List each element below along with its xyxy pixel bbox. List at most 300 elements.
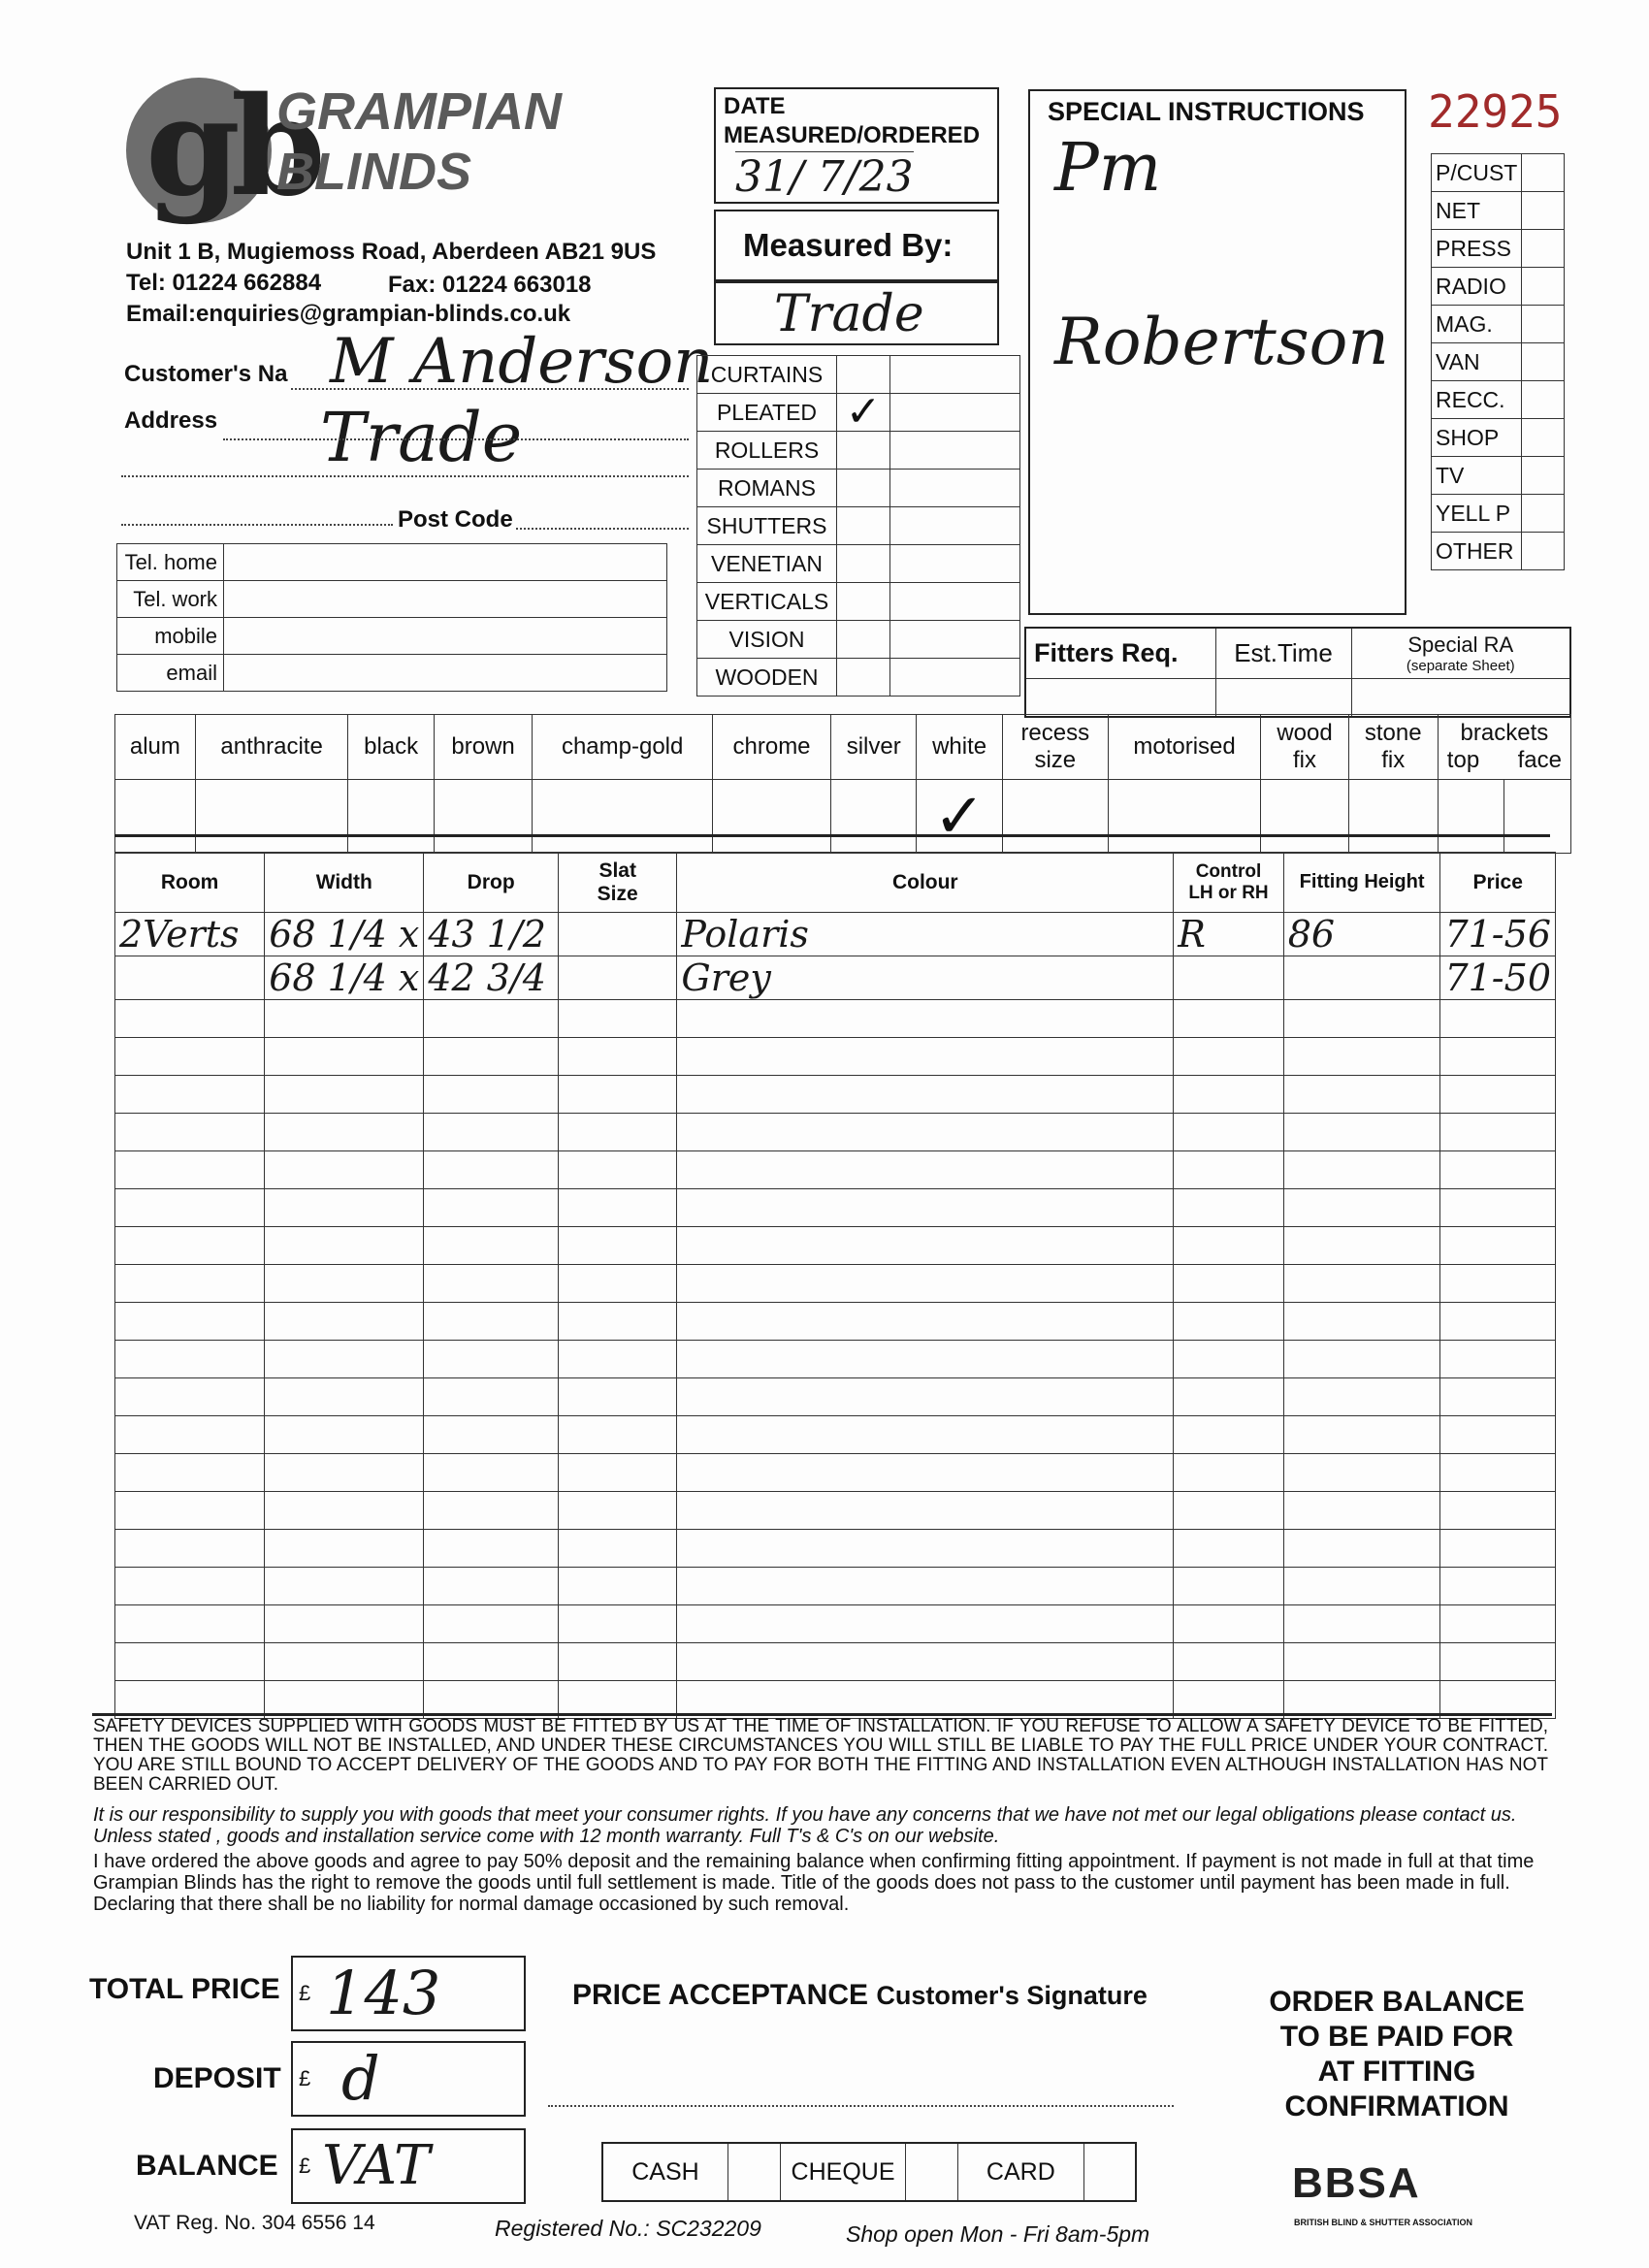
deposit-label: DEPOSIT bbox=[153, 2062, 281, 2094]
option-stone-fix-value bbox=[1348, 780, 1438, 854]
col-room: Room bbox=[115, 853, 265, 913]
order-drop[interactable] bbox=[424, 1378, 559, 1416]
order-drop[interactable] bbox=[424, 1341, 559, 1378]
source-checkbox[interactable] bbox=[1522, 306, 1565, 343]
order-width[interactable] bbox=[265, 1341, 424, 1378]
order-drop[interactable] bbox=[424, 1000, 559, 1038]
option-stone-fix: stone fix bbox=[1348, 715, 1438, 780]
product-type-checkbox[interactable] bbox=[837, 507, 890, 545]
col-colour: Colour bbox=[677, 853, 1174, 913]
order-fitting[interactable] bbox=[1283, 1151, 1440, 1189]
product-type-notes bbox=[890, 470, 1020, 507]
order-slat[interactable] bbox=[559, 1265, 677, 1303]
order-row bbox=[115, 1530, 1556, 1568]
colour-silver-checkbox[interactable] bbox=[831, 780, 917, 854]
contact-label: Tel. work bbox=[117, 581, 224, 618]
total-price-box bbox=[291, 1956, 526, 2031]
order-width[interactable] bbox=[265, 1038, 424, 1076]
customer-address-label: Address bbox=[124, 407, 218, 434]
balance-box bbox=[291, 2128, 526, 2204]
order-control[interactable] bbox=[1174, 1151, 1284, 1189]
order-width[interactable]: 68 1/4 x bbox=[265, 913, 424, 956]
order-slat[interactable] bbox=[559, 1151, 677, 1189]
order-colour[interactable] bbox=[677, 1492, 1174, 1530]
order-slat[interactable] bbox=[559, 1416, 677, 1454]
company-name-line1: GRAMPIAN bbox=[276, 82, 562, 141]
order-slat[interactable] bbox=[559, 1114, 677, 1151]
contact-row bbox=[117, 618, 667, 655]
order-control[interactable] bbox=[1174, 1303, 1284, 1341]
order-room[interactable] bbox=[115, 1492, 265, 1530]
payment-card-checkbox[interactable] bbox=[1083, 2143, 1136, 2201]
payment-cheque-checkbox[interactable] bbox=[906, 2143, 958, 2201]
customer-address-value: Trade bbox=[320, 398, 523, 477]
order-drop[interactable] bbox=[424, 1454, 559, 1492]
order-width[interactable] bbox=[265, 1000, 424, 1038]
fitters-req-value bbox=[1025, 678, 1215, 717]
product-type-row bbox=[697, 470, 1020, 507]
colour-chrome-checkbox[interactable] bbox=[713, 780, 831, 854]
order-control[interactable] bbox=[1174, 1000, 1284, 1038]
order-room[interactable] bbox=[115, 1530, 265, 1568]
source-checkbox[interactable] bbox=[1522, 381, 1565, 419]
order-fitting[interactable] bbox=[1283, 1643, 1440, 1681]
order-control[interactable] bbox=[1174, 1568, 1284, 1605]
product-type-label: ROMANS bbox=[697, 470, 837, 507]
col-drop: Drop bbox=[424, 853, 559, 913]
order-control[interactable] bbox=[1174, 1643, 1284, 1681]
order-width[interactable] bbox=[265, 1492, 424, 1530]
order-balance-line: ORDER BALANCE bbox=[1269, 1986, 1525, 2018]
order-row bbox=[115, 1227, 1556, 1265]
order-slat[interactable] bbox=[559, 1000, 677, 1038]
product-type-checkbox[interactable] bbox=[837, 432, 890, 470]
special-instructions-line2: Robertson bbox=[1054, 305, 1389, 379]
order-width[interactable] bbox=[265, 1076, 424, 1114]
source-label: PRESS bbox=[1432, 230, 1522, 268]
order-drop[interactable] bbox=[424, 1076, 559, 1114]
order-width[interactable] bbox=[265, 1114, 424, 1151]
order-colour[interactable] bbox=[677, 1189, 1174, 1227]
company-address: Unit 1 B, Mugiemoss Road, Aberdeen AB21 9US bbox=[126, 239, 657, 265]
product-type-notes bbox=[890, 432, 1020, 470]
order-row bbox=[115, 1492, 1556, 1530]
source-checkbox[interactable] bbox=[1522, 154, 1565, 192]
source-checkbox[interactable] bbox=[1522, 230, 1565, 268]
order-room[interactable] bbox=[115, 956, 265, 1000]
order-row bbox=[115, 1341, 1556, 1378]
order-fitting[interactable]: 86 bbox=[1283, 913, 1440, 956]
contact-value[interactable] bbox=[224, 544, 667, 581]
product-type-row bbox=[697, 507, 1020, 545]
order-room[interactable] bbox=[115, 1416, 265, 1454]
contact-label: mobile bbox=[117, 618, 224, 655]
shop-hours: Shop open Mon - Fri 8am-5pm bbox=[846, 2221, 1150, 2247]
order-colour[interactable] bbox=[677, 1378, 1174, 1416]
order-drop[interactable] bbox=[424, 1568, 559, 1605]
order-control[interactable] bbox=[1174, 1341, 1284, 1378]
order-width[interactable] bbox=[265, 1530, 424, 1568]
order-slat[interactable] bbox=[559, 1492, 677, 1530]
order-colour[interactable] bbox=[677, 1000, 1174, 1038]
order-room[interactable] bbox=[115, 1038, 265, 1076]
source-label: RECC. bbox=[1432, 381, 1522, 419]
source-label: YELL P bbox=[1432, 495, 1522, 533]
order-drop[interactable] bbox=[424, 1038, 559, 1076]
order-price[interactable] bbox=[1440, 1227, 1556, 1265]
order-drop[interactable] bbox=[424, 1303, 559, 1341]
order-control[interactable] bbox=[1174, 1227, 1284, 1265]
order-slat[interactable] bbox=[559, 1341, 677, 1378]
source-checkbox[interactable] bbox=[1522, 457, 1565, 495]
order-width[interactable] bbox=[265, 1265, 424, 1303]
order-drop[interactable]: 42 3/4 bbox=[424, 956, 559, 1000]
order-control[interactable] bbox=[1174, 1038, 1284, 1076]
order-control[interactable] bbox=[1174, 1416, 1284, 1454]
order-price[interactable] bbox=[1440, 1038, 1556, 1076]
order-fitting[interactable] bbox=[1283, 956, 1440, 1000]
option-brackets-face-value bbox=[1504, 780, 1571, 854]
contact-row bbox=[117, 581, 667, 618]
order-colour[interactable] bbox=[677, 1265, 1174, 1303]
colour-champ-gold-checkbox[interactable] bbox=[533, 780, 713, 854]
order-fitting[interactable] bbox=[1283, 1265, 1440, 1303]
option-wood-fix-value bbox=[1261, 780, 1348, 854]
order-fitting[interactable] bbox=[1283, 1568, 1440, 1605]
source-checkbox[interactable] bbox=[1522, 343, 1565, 381]
order-row bbox=[115, 1643, 1556, 1681]
order-balance-line: TO BE PAID FOR bbox=[1279, 2021, 1514, 2053]
product-type-checkbox[interactable] bbox=[837, 470, 890, 507]
address-line-1 bbox=[223, 438, 689, 440]
order-drop[interactable] bbox=[424, 1227, 559, 1265]
fitters-req-label: Fitters Req. bbox=[1025, 628, 1215, 678]
source-checkbox[interactable] bbox=[1522, 495, 1565, 533]
deposit-value: d bbox=[341, 2043, 380, 2114]
deposit-currency: £ bbox=[299, 2066, 311, 2090]
order-fitting[interactable] bbox=[1283, 1189, 1440, 1227]
registered-number: Registered No.: SC232209 bbox=[495, 2216, 761, 2241]
source-row bbox=[1432, 230, 1565, 268]
order-drop[interactable] bbox=[424, 1492, 559, 1530]
order-price[interactable] bbox=[1440, 1265, 1556, 1303]
company-tel: Tel: 01224 662884 bbox=[126, 270, 322, 296]
order-width[interactable]: 68 1/4 x bbox=[265, 956, 424, 1000]
source-checkbox[interactable] bbox=[1522, 419, 1565, 457]
order-control[interactable] bbox=[1174, 956, 1284, 1000]
product-type-notes bbox=[890, 659, 1020, 697]
order-drop[interactable] bbox=[424, 1114, 559, 1151]
order-price[interactable]: 71-50 bbox=[1440, 956, 1556, 1000]
terms-deposit: I have ordered the above goods and agree to pay 50% deposit and the remaining balance when confirming fitting appointment. If payment is not made in full at that time Grampian Blinds has the right to remove the goods until full settlement is made. Title of the goods does not pass to the customer until payment has been made in full. Declaring that there shall be no liability for normal damage occasioned by such removal. bbox=[93, 1851, 1535, 1915]
order-control[interactable] bbox=[1174, 1378, 1284, 1416]
order-control[interactable] bbox=[1174, 1605, 1284, 1643]
bbsa-logo: BBSA bbox=[1292, 2159, 1421, 2207]
company-logo-letters: gb bbox=[146, 68, 316, 227]
date-value: 31/ 7/23 bbox=[735, 152, 914, 202]
contact-value[interactable] bbox=[224, 655, 667, 692]
order-control[interactable] bbox=[1174, 1492, 1284, 1530]
source-checkbox[interactable] bbox=[1522, 192, 1565, 230]
order-fitting[interactable] bbox=[1283, 1076, 1440, 1114]
order-price[interactable] bbox=[1440, 1568, 1556, 1605]
colour-black-checkbox[interactable] bbox=[348, 780, 434, 854]
order-price[interactable] bbox=[1440, 1151, 1556, 1189]
order-row bbox=[115, 913, 1556, 956]
order-width[interactable] bbox=[265, 1454, 424, 1492]
order-room[interactable] bbox=[115, 1643, 265, 1681]
order-room[interactable] bbox=[115, 1000, 265, 1038]
order-price[interactable] bbox=[1440, 1341, 1556, 1378]
order-price[interactable] bbox=[1440, 1605, 1556, 1643]
order-colour[interactable] bbox=[677, 1416, 1174, 1454]
order-room[interactable] bbox=[115, 1265, 265, 1303]
order-control[interactable] bbox=[1174, 1530, 1284, 1568]
balance-label: BALANCE bbox=[136, 2150, 278, 2182]
order-fitting[interactable] bbox=[1283, 1114, 1440, 1151]
order-slat[interactable] bbox=[559, 1454, 677, 1492]
order-fitting[interactable] bbox=[1283, 1341, 1440, 1378]
order-room[interactable] bbox=[115, 1114, 265, 1151]
signature-line[interactable] bbox=[548, 2105, 1174, 2107]
source-row bbox=[1432, 381, 1565, 419]
source-row bbox=[1432, 495, 1565, 533]
date-box bbox=[714, 87, 999, 204]
contact-value[interactable] bbox=[224, 618, 667, 655]
order-colour[interactable] bbox=[677, 1341, 1174, 1378]
order-fitting[interactable] bbox=[1283, 1605, 1440, 1643]
option-wood-fix: wood fix bbox=[1261, 715, 1348, 780]
order-room[interactable] bbox=[115, 1151, 265, 1189]
order-control[interactable] bbox=[1174, 1265, 1284, 1303]
order-price[interactable] bbox=[1440, 1643, 1556, 1681]
total-price-value: 143 bbox=[326, 1958, 441, 2028]
date-label-1: DATE bbox=[724, 93, 786, 119]
order-slat[interactable] bbox=[559, 1303, 677, 1341]
order-row bbox=[115, 1265, 1556, 1303]
order-control[interactable] bbox=[1174, 1189, 1284, 1227]
colour-anthracite-checkbox[interactable] bbox=[195, 780, 348, 854]
order-width[interactable] bbox=[265, 1568, 424, 1605]
special-ra-title: Special RA bbox=[1407, 632, 1514, 657]
order-row bbox=[115, 1454, 1556, 1492]
option-brackets-top: top bbox=[1446, 747, 1480, 773]
est-time-value bbox=[1215, 678, 1351, 717]
special-ra-label bbox=[1351, 628, 1570, 678]
product-type-label: VENETIAN bbox=[697, 545, 837, 583]
order-fitting[interactable] bbox=[1283, 1227, 1440, 1265]
order-width[interactable] bbox=[265, 1189, 424, 1227]
contact-label: Tel. home bbox=[117, 544, 224, 581]
product-type-checkbox[interactable]: ✓ bbox=[837, 394, 890, 432]
order-drop[interactable] bbox=[424, 1643, 559, 1681]
col-price: Price bbox=[1440, 853, 1556, 913]
contact-value[interactable] bbox=[224, 581, 667, 618]
order-room[interactable] bbox=[115, 1189, 265, 1227]
order-room[interactable] bbox=[115, 1227, 265, 1265]
order-price[interactable] bbox=[1440, 1303, 1556, 1341]
vat-number: VAT Reg. No. 304 6556 14 bbox=[134, 2212, 375, 2234]
order-price[interactable] bbox=[1440, 1530, 1556, 1568]
order-slat[interactable] bbox=[559, 1076, 677, 1114]
source-row bbox=[1432, 419, 1565, 457]
order-colour[interactable]: Polaris bbox=[677, 913, 1174, 956]
order-slat[interactable] bbox=[559, 1227, 677, 1265]
measured-by-box bbox=[714, 210, 999, 281]
product-type-checkbox[interactable] bbox=[837, 621, 890, 659]
colour-alum-checkbox[interactable] bbox=[115, 780, 196, 854]
order-price[interactable] bbox=[1440, 1492, 1556, 1530]
deposit-box bbox=[291, 2041, 526, 2117]
contact-row bbox=[117, 655, 667, 692]
postcode-line bbox=[516, 528, 689, 530]
order-slat[interactable] bbox=[559, 1530, 677, 1568]
source-checkbox[interactable] bbox=[1522, 268, 1565, 306]
source-row bbox=[1432, 154, 1565, 192]
payment-methods-table bbox=[601, 2142, 1137, 2202]
order-drop[interactable] bbox=[424, 1151, 559, 1189]
colour-white-checkbox[interactable]: ✓ bbox=[917, 780, 1002, 854]
order-room[interactable] bbox=[115, 1341, 265, 1378]
colour-black: black bbox=[348, 715, 434, 780]
source-label: TV bbox=[1432, 457, 1522, 495]
order-room[interactable]: 2Verts bbox=[115, 913, 265, 956]
product-type-row bbox=[697, 545, 1020, 583]
order-colour[interactable] bbox=[677, 1605, 1174, 1643]
order-price[interactable] bbox=[1440, 1454, 1556, 1492]
order-price[interactable] bbox=[1440, 1114, 1556, 1151]
order-drop[interactable] bbox=[424, 1189, 559, 1227]
order-room[interactable] bbox=[115, 1076, 265, 1114]
product-type-checkbox[interactable] bbox=[837, 583, 890, 621]
order-colour[interactable] bbox=[677, 1038, 1174, 1076]
order-slat[interactable] bbox=[559, 956, 677, 1000]
contact-label: email bbox=[117, 655, 224, 692]
balance-value: VAT bbox=[322, 2134, 431, 2197]
product-type-label: ROLLERS bbox=[697, 432, 837, 470]
order-row bbox=[115, 1114, 1556, 1151]
order-price[interactable] bbox=[1440, 1416, 1556, 1454]
order-drop[interactable] bbox=[424, 1530, 559, 1568]
order-colour[interactable] bbox=[677, 1227, 1174, 1265]
order-slat[interactable] bbox=[559, 913, 677, 956]
order-control[interactable]: R bbox=[1174, 913, 1284, 956]
source-row bbox=[1432, 457, 1565, 495]
payment-cash-checkbox[interactable] bbox=[728, 2143, 780, 2201]
order-control[interactable] bbox=[1174, 1076, 1284, 1114]
order-drop[interactable] bbox=[424, 1605, 559, 1643]
order-width[interactable] bbox=[265, 1227, 424, 1265]
order-slat[interactable] bbox=[559, 1568, 677, 1605]
order-colour[interactable] bbox=[677, 1568, 1174, 1605]
special-instructions-line1: Pm bbox=[1054, 130, 1162, 207]
order-colour[interactable] bbox=[677, 1114, 1174, 1151]
product-type-row bbox=[697, 583, 1020, 621]
product-type-checkbox[interactable] bbox=[837, 545, 890, 583]
product-type-checkbox[interactable] bbox=[837, 659, 890, 697]
order-balance-notice bbox=[1232, 1985, 1562, 2124]
source-checkbox[interactable] bbox=[1522, 533, 1565, 570]
special-ra-value bbox=[1351, 678, 1570, 717]
order-slat[interactable] bbox=[559, 1038, 677, 1076]
order-room[interactable] bbox=[115, 1303, 265, 1341]
order-width[interactable] bbox=[265, 1378, 424, 1416]
payment-card-label: CARD bbox=[958, 2143, 1083, 2201]
order-colour[interactable] bbox=[677, 1303, 1174, 1341]
order-fitting[interactable] bbox=[1283, 1303, 1440, 1341]
col-fitting: Fitting Height bbox=[1283, 853, 1440, 913]
customer-name-value: M Anderson bbox=[330, 326, 714, 398]
fitters-table bbox=[1024, 627, 1571, 718]
source-label: P/CUST bbox=[1432, 154, 1522, 192]
order-width[interactable] bbox=[265, 1303, 424, 1341]
order-drop[interactable]: 43 1/2 bbox=[424, 913, 559, 956]
order-colour[interactable] bbox=[677, 1151, 1174, 1189]
order-price[interactable] bbox=[1440, 1378, 1556, 1416]
order-drop[interactable] bbox=[424, 1265, 559, 1303]
order-slat[interactable] bbox=[559, 1643, 677, 1681]
order-price[interactable] bbox=[1440, 1076, 1556, 1114]
order-control[interactable] bbox=[1174, 1454, 1284, 1492]
order-price[interactable] bbox=[1440, 1000, 1556, 1038]
order-control[interactable] bbox=[1174, 1114, 1284, 1151]
order-room[interactable] bbox=[115, 1605, 265, 1643]
order-fitting[interactable] bbox=[1283, 1416, 1440, 1454]
order-width[interactable] bbox=[265, 1151, 424, 1189]
order-row bbox=[115, 956, 1556, 1000]
order-colour[interactable] bbox=[677, 1454, 1174, 1492]
order-colour[interactable]: Grey bbox=[677, 956, 1174, 1000]
order-price[interactable] bbox=[1440, 1189, 1556, 1227]
order-colour[interactable] bbox=[677, 1643, 1174, 1681]
special-ra-sub: (separate Sheet) bbox=[1406, 657, 1515, 674]
order-colour[interactable] bbox=[677, 1076, 1174, 1114]
bbsa-subtitle: BRITISH BLIND & SHUTTER ASSOCIATION bbox=[1294, 2218, 1472, 2227]
order-price[interactable]: 71-56 bbox=[1440, 913, 1556, 956]
order-fitting[interactable] bbox=[1283, 1000, 1440, 1038]
company-email: Email:enquiries@grampian-blinds.co.uk bbox=[126, 301, 571, 327]
colour-brown-checkbox[interactable] bbox=[434, 780, 533, 854]
order-fitting[interactable] bbox=[1283, 1454, 1440, 1492]
order-width[interactable] bbox=[265, 1605, 424, 1643]
product-type-table bbox=[696, 355, 1020, 697]
date-label-2: MEASURED/ORDERED bbox=[724, 122, 981, 148]
option-motorised-value bbox=[1108, 780, 1261, 854]
order-fitting[interactable] bbox=[1283, 1492, 1440, 1530]
source-row bbox=[1432, 268, 1565, 306]
order-slat[interactable] bbox=[559, 1605, 677, 1643]
order-slat[interactable] bbox=[559, 1189, 677, 1227]
order-room[interactable] bbox=[115, 1454, 265, 1492]
order-fitting[interactable] bbox=[1283, 1378, 1440, 1416]
order-width[interactable] bbox=[265, 1643, 424, 1681]
order-width[interactable] bbox=[265, 1416, 424, 1454]
order-colour[interactable] bbox=[677, 1530, 1174, 1568]
orders-top-rule bbox=[114, 834, 1550, 837]
product-type-row bbox=[697, 621, 1020, 659]
order-row bbox=[115, 1568, 1556, 1605]
order-fitting[interactable] bbox=[1283, 1038, 1440, 1076]
source-label: OTHER bbox=[1432, 533, 1522, 570]
order-drop[interactable] bbox=[424, 1416, 559, 1454]
order-slat[interactable] bbox=[559, 1378, 677, 1416]
order-fitting[interactable] bbox=[1283, 1530, 1440, 1568]
product-type-notes bbox=[890, 356, 1020, 394]
order-room[interactable] bbox=[115, 1568, 265, 1605]
order-row bbox=[115, 1416, 1556, 1454]
order-room[interactable] bbox=[115, 1378, 265, 1416]
order-number: 22925 bbox=[1428, 85, 1563, 138]
